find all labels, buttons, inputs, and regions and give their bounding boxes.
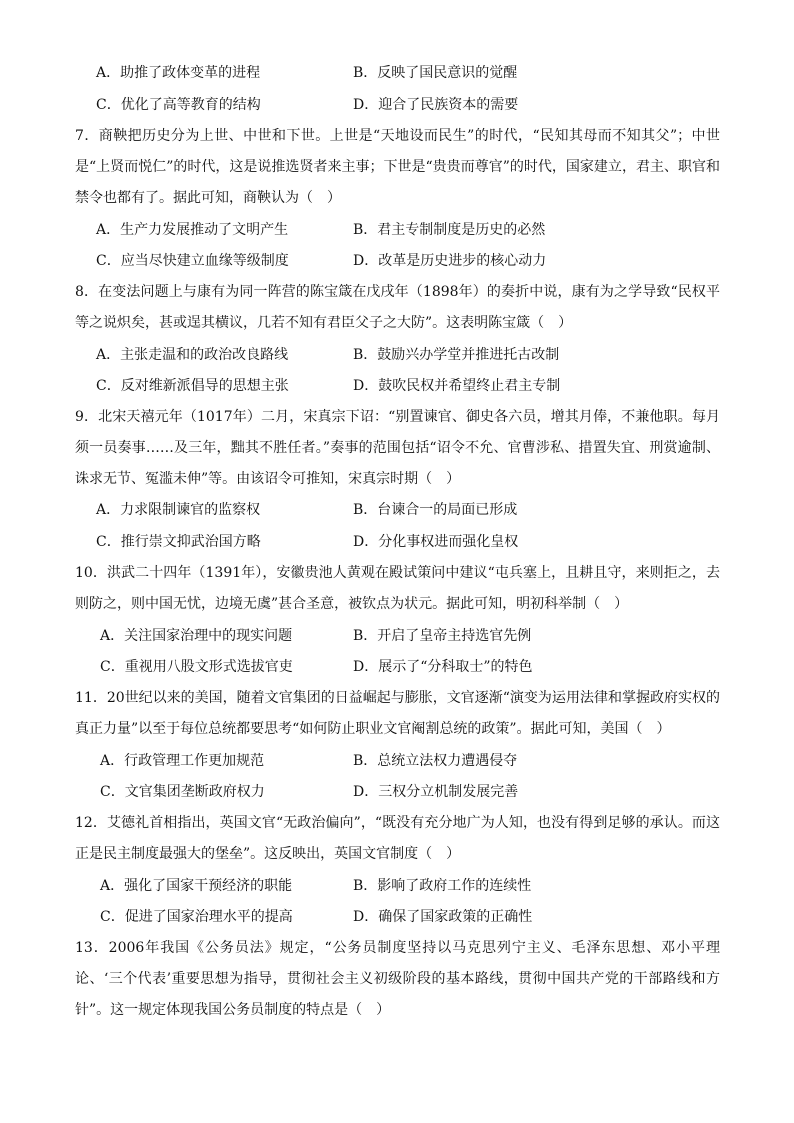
q6-option-d: D．迎合了民族资本的需要 [353,97,519,113]
q9-stem: 9．北宋天禧元年（1017年）二月，宋真宗下诏：“别置谏官、御史各六员，增其月俸，不兼他职。每月须一员奏事……及三年，黜其不胜任者。”奏事的范围包括“诏令不允、官曹涉私、措置失宜、刑赏逾制、诛求无节、冤滥未伸”等。由该诏令可推知，宋真宗时期（ ） [75,409,720,487]
q7-option-a: A．生产力发展推动了文明产生 [96,222,289,238]
q9-option-b: B．台谏合一的局面已形成 [353,502,518,518]
q10-option-a: A．关注国家治理中的现实问题 [100,628,293,644]
q8-option-a: A．主张走温和的政治改良路线 [96,347,289,363]
q9-option-a: A．力求限制谏官的监察权 [96,502,261,518]
q7-option-d: D．改革是历史进步的核心动力 [353,253,547,269]
q11-option-b: B．总统立法权力遭遇侵夺 [353,753,518,769]
q6-option-b: B．反映了国民意识的觉醒 [353,65,518,81]
q9-option-c: C．推行崇文抑武治国方略 [96,534,261,550]
q12-stem: 12．艾德礼首相指出，英国文官“无政治偏向”，“既没有充分地广为人知，也没有得到足够的承认。而这正是民主制度最强大的堡垒”。这反映出，英国文官制度（ ） [75,815,720,862]
q10-option-d: D．展示了“分科取士”的特色 [353,659,533,675]
q7-stem: 7．商鞅把历史分为上世、中世和下世。上世是“天地设而民生”的时代，“民知其母而不知其父”；中世是“上贤而悦仁”的时代，这是说推选贤者来主事；下世是“贵贵而尊官”的时代，国家建立，君主、职官和禁令也都有了。据此可知，商鞅认为（ ） [75,128,720,206]
q6-option-a: A．助推了政体变革的进程 [96,65,261,81]
q7-option-b: B．君主专制制度是历史的必然 [353,222,546,238]
q11-stem: 11．20世纪以来的美国，随着文官集团的日益崛起与膨胀，文官逐渐“演变为运用法律和掌握政府实权的真正力量”以至于每位总统都要思考“如何防止职业文官阉割总统的政策”。据此可知，美国（ ） [75,690,720,737]
q11-option-c: C．文官集团垄断政府权力 [100,784,265,800]
q12-option-c: C．促进了国家治理水平的提高 [100,909,293,925]
q10-option-c: C．重视用八股文形式选拔官吏 [100,659,293,675]
q6-option-c: C．优化了高等教育的结构 [96,97,261,113]
q12-option-d: D．确保了国家政策的正确性 [353,909,533,925]
q7-option-c: C．应当尽快建立血缘等级制度 [96,253,289,269]
q8-stem: 8．在变法问题上与康有为同一阵营的陈宝箴在戊戌年（1898年）的奏折中说，康有为之学导致“民权平等之说炽矣，甚或逞其横议，几若不知有君臣父子之大防”。这表明陈宝箴（ ） [75,284,720,331]
q12-option-b: B．影响了政府工作的连续性 [353,878,532,894]
q10-option-b: B．开启了皇帝主持选官先例 [353,628,532,644]
q9-option-d: D．分化事权进而强化皇权 [353,534,519,550]
q10-stem: 10．洪武二十四年（1391年），安徽贵池人黄观在殿试策问中建议“屯兵塞上，且耕且守，来则拒之，去则防之，则中国无忧，边境无虞”甚合圣意，被钦点为状元。据此可知，明初科举制（ ） [75,565,720,612]
q11-option-a: A．行政管理工作更加规范 [100,753,265,769]
q8-option-b: B．鼓励兴办学堂并推进托古改制 [353,347,560,363]
q8-option-d: D．鼓吹民权并希望终止君主专制 [353,378,561,394]
q11-option-d: D．三权分立机制发展完善 [353,784,519,800]
q13-stem: 13．2006年我国《公务员法》规定，“公务员制度坚持以马克思列宁主义、毛泽东思想、邓小平理论、‘三个代表’重要思想为指导，贯彻社会主义初级阶段的基本路线，贯彻中国共产党的干部路线和方针”。这一规定体现我国公务员制度的特点是（ ） [75,940,720,1018]
q8-option-c: C．反对维新派倡导的思想主张 [96,378,289,394]
q12-option-a: A．强化了国家干预经济的职能 [100,878,293,894]
